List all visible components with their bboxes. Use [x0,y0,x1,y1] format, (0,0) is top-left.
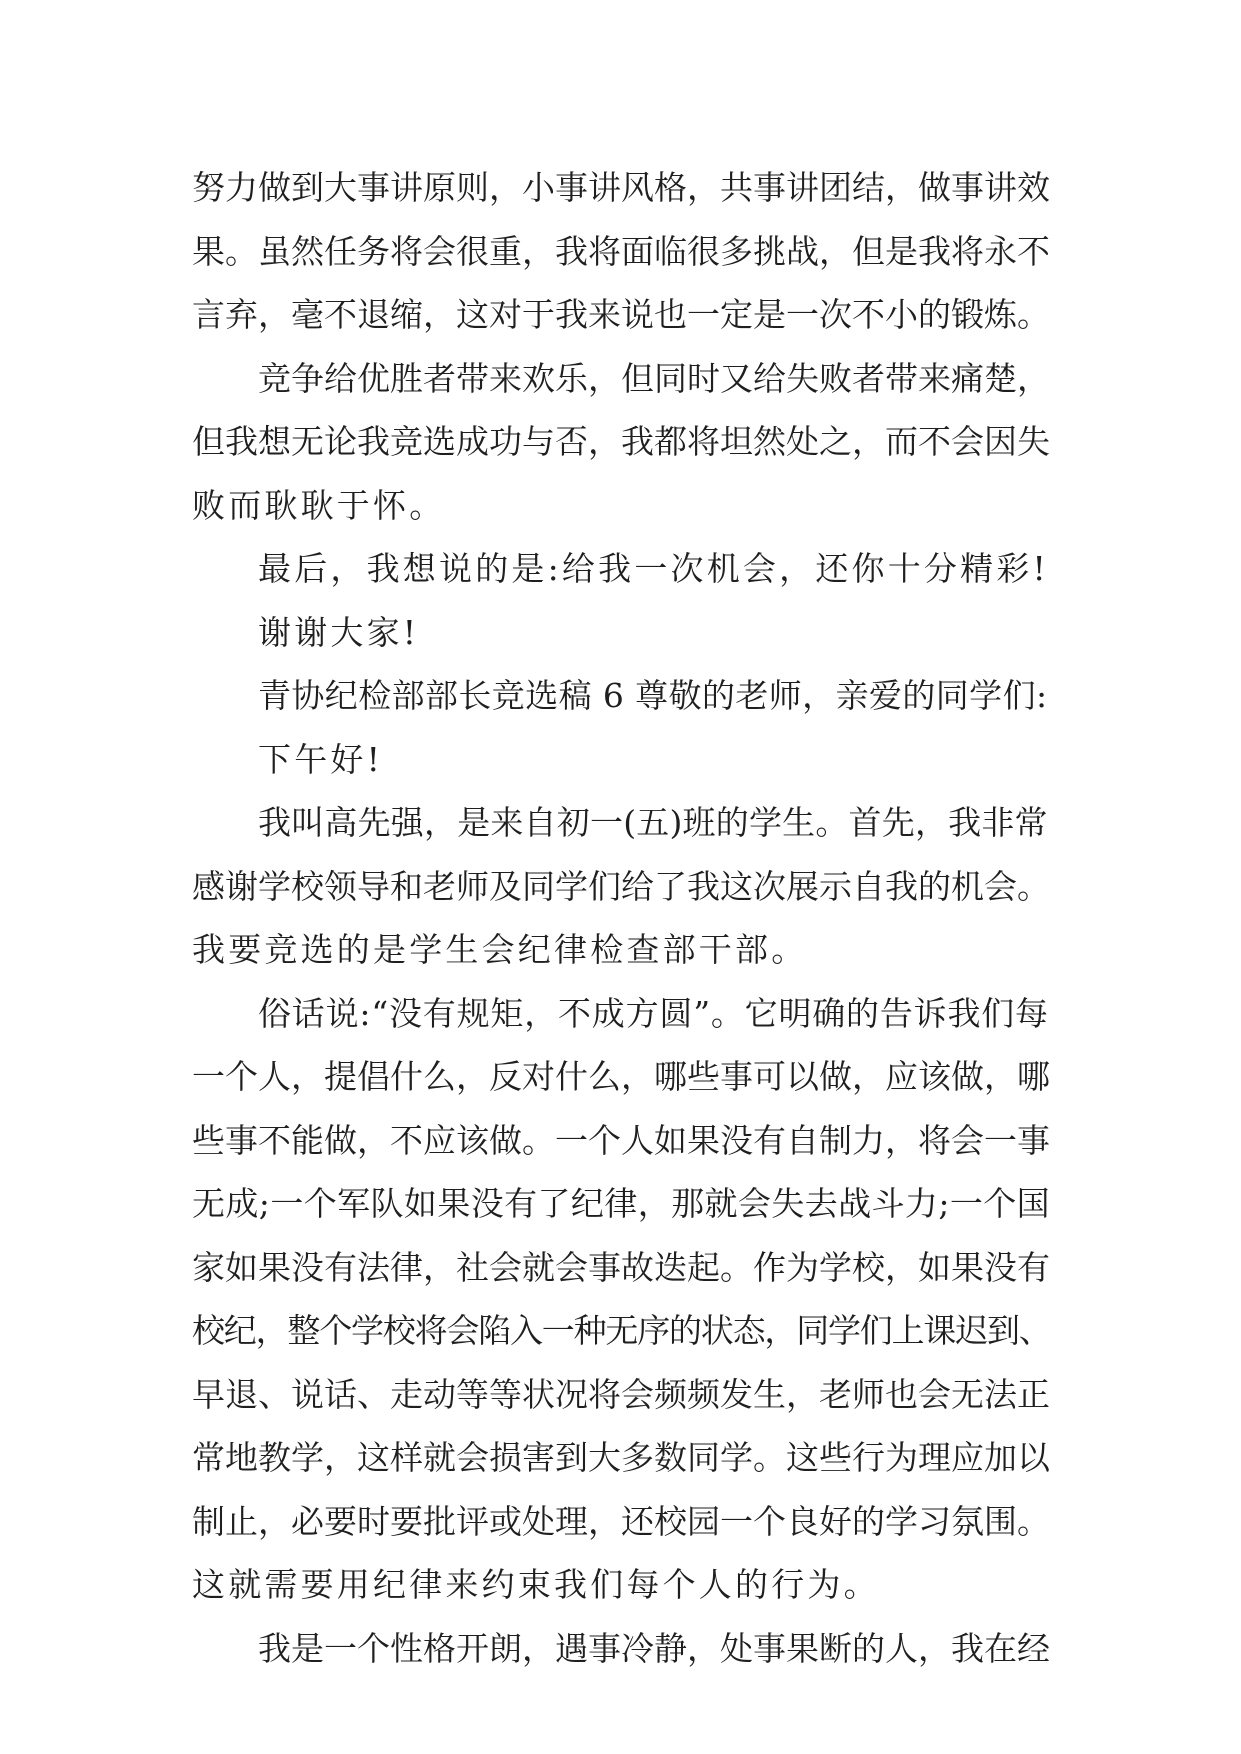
text-line: 言弃，毫不退缩，这对于我来说也一定是一次不小的锻炼。 [192,295,1050,334]
text-line: 常地教学，这样就会损害到大多数同学。这些行为理应加以 [192,1438,1050,1477]
text-line: 一个人，提倡什么，反对什么，哪些事可以做，应该做，哪 [192,1057,1050,1096]
text-line: 谢谢大家! [258,612,420,652]
text-line: 我是一个性格开朗，遇事冷静，处事果断的人，我在经 [258,1628,1050,1668]
text-line: 下午好! [258,739,384,779]
text-line: 早退、说话、走动等等状况将会频频发生，老师也会无法正 [192,1374,1050,1414]
body-text [192,156,1052,1680]
section-heading-line: 青协纪检部部长竞选稿 6 尊敬的老师，亲爱的同学们: [258,676,1048,715]
text-line: 无成;一个军队如果没有了纪律，那就会失去战斗力;一个国 [192,1184,1051,1223]
text-line: 俗话说:“没有规矩，不成方圆”。它明确的告诉我们每 [258,993,1049,1033]
text-line: 我叫高先强，是来自初一(五)班的学生。首先，我非常 [258,803,1048,842]
text-line: 我要竞选的是学生会纪律检查部干部。 [192,930,808,969]
text-line: 败而耿耿于怀。 [192,485,446,525]
text-line: 努力做到大事讲原则，小事讲风格，共事讲团结，做事讲效 [192,168,1050,207]
text-line: 最后，我想说的是:给我一次机会，还你十分精彩! [258,549,1049,588]
text-line: 但我想无论我竞选成功与否，我都将坦然处之，而不会因失 [192,422,1050,461]
text-line: 些事不能做，不应该做。一个人如果没有自制力，将会一事 [192,1120,1050,1160]
text-line: 果。虽然任务将会很重，我将面临很多挑战，但是我将永不 [192,231,1050,271]
text-line: 竞争给优胜者带来欢乐，但同时又给失败者带来痛楚， [258,358,1050,398]
text-line: 校纪，整个学校将会陷入一种无序的状态，同学们上课迟到、 [192,1311,1051,1350]
text-line: 制止，必要时要批评或处理，还校园一个良好的学习氛围。 [192,1501,1050,1541]
text-line: 感谢学校领导和老师及同学们给了我这次展示自我的机会。 [192,866,1050,906]
text-line: 家如果没有法律，社会就会事故迭起。作为学校，如果没有 [192,1247,1050,1287]
text-line: 这就需要用纪律来约束我们每个人的行为。 [192,1565,880,1604]
